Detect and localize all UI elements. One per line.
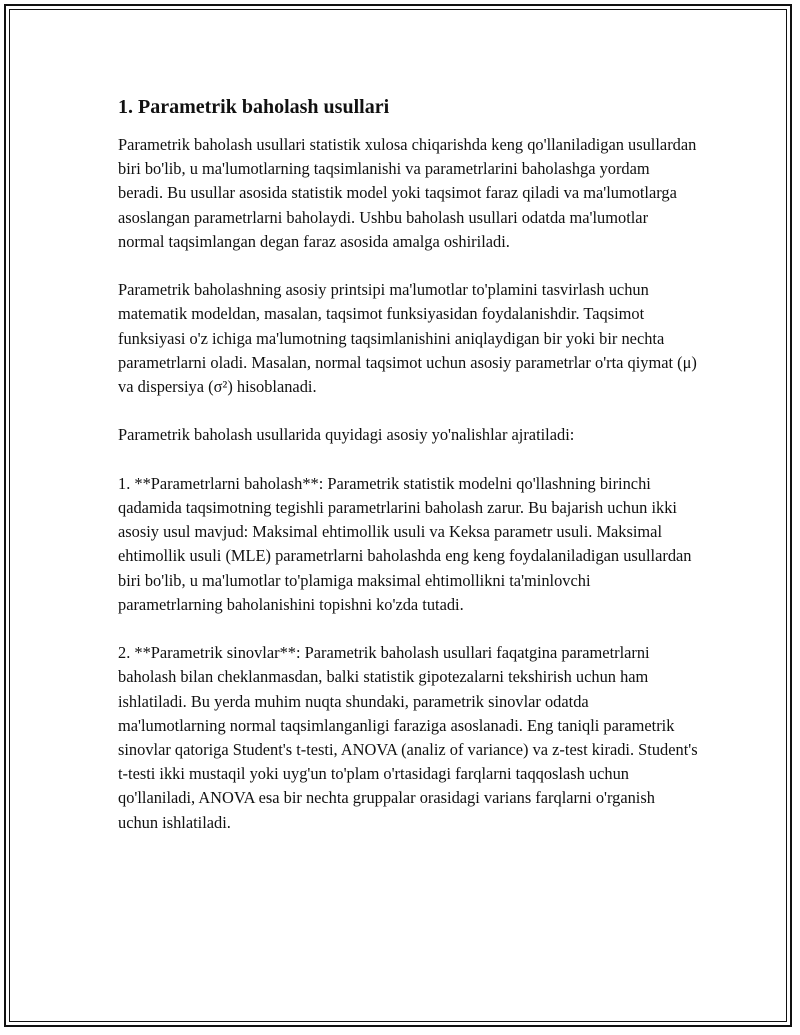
- document-body: [118, 94, 698, 859]
- paragraph-parametric-tests: 2. **Parametrik sinovlar**: Parametrik baholash usullari faqatgina parametrlarni baholash bilan cheklanmasdan, balki statistik gipotezalarni tekshirish uchun ham ishlatiladi. Bu yerda muhim nuqta shundaki, parametrik sinovlar odatda ma'lumotlarning normal taqsimlanganligi faraziga asoslanadi. Eng taniqli parametrik sinovlar qatoriga Student's t-testi, ANOVA (analiz of variance) va z-test kiradi. Student's t-testi ikki mustaqil yoki uyg'un to'plam o'rtasidagi farqlarni taqqoslash uchun qo'llaniladi, ANOVA esa bir nechta gruppalar orasidagi varians farqlarni o'rganish uchun ishlatiladi.: [118, 643, 698, 832]
- paragraph-intro: Parametrik baholash usullari statistik xulosa chiqarishda keng qo'llaniladigan usullardan biri bo'lib, u ma'lumotlarning taqsimlanishi va parametrlarini baholashga yordam beradi. Bu usullar asosida statistik model yoki taqsimot faraz qiladi va ma'lumotlarga asoslangan parametrlarni baholaydi. Ushbu baholash usullari odatda ma'lumotlar normal taqsimlangan degan faraz asosida amalga oshiriladi.: [118, 135, 697, 251]
- paragraph-directions: Parametrik baholash usullarida quyidagi asosiy yo'nalishlar ajratiladi:: [118, 425, 575, 445]
- paragraph-parameter-estimation: 1. **Parametrlarni baholash**: Parametrik statistik modelni qo'llashning birinchi qadamida taqsimotning tegishli parametrlarini baholash zarur. Bu bajarish uchun ikki asosiy usul mavjud: Maksimal ehtimollik usuli va Keksa parametr usuli. Maksimal ehtimollik usuli (MLE) parametrlarni baholashda eng keng foydalaniladigan usullardan biri bo'lib, u ma'lumotlar to'plamiga maksimal ehtimollikni ta'minlovchi parametrlarning baholanishini topishni ko'zda tutadi.: [118, 473, 692, 614]
- section-title: 1. Parametrik baholash usullari: [118, 96, 390, 118]
- paragraph-principle: Parametrik baholashning asosiy printsipi ma'lumotlar to'plamini tasvirlash uchun matematik modeldan, masalan, taqsimot funksiyasidan foydalanishdir. Taqsimot funksiyasi o'z ichiga ma'lumotning taqsimlanishini aniqlaydigan bir yoki bir nechta parametrlarni oladi. Masalan, normal taqsimot uchun asosiy parametrlar o'rta qiymat (μ) va dispersiya (σ²) hisoblanadi.: [118, 280, 697, 397]
